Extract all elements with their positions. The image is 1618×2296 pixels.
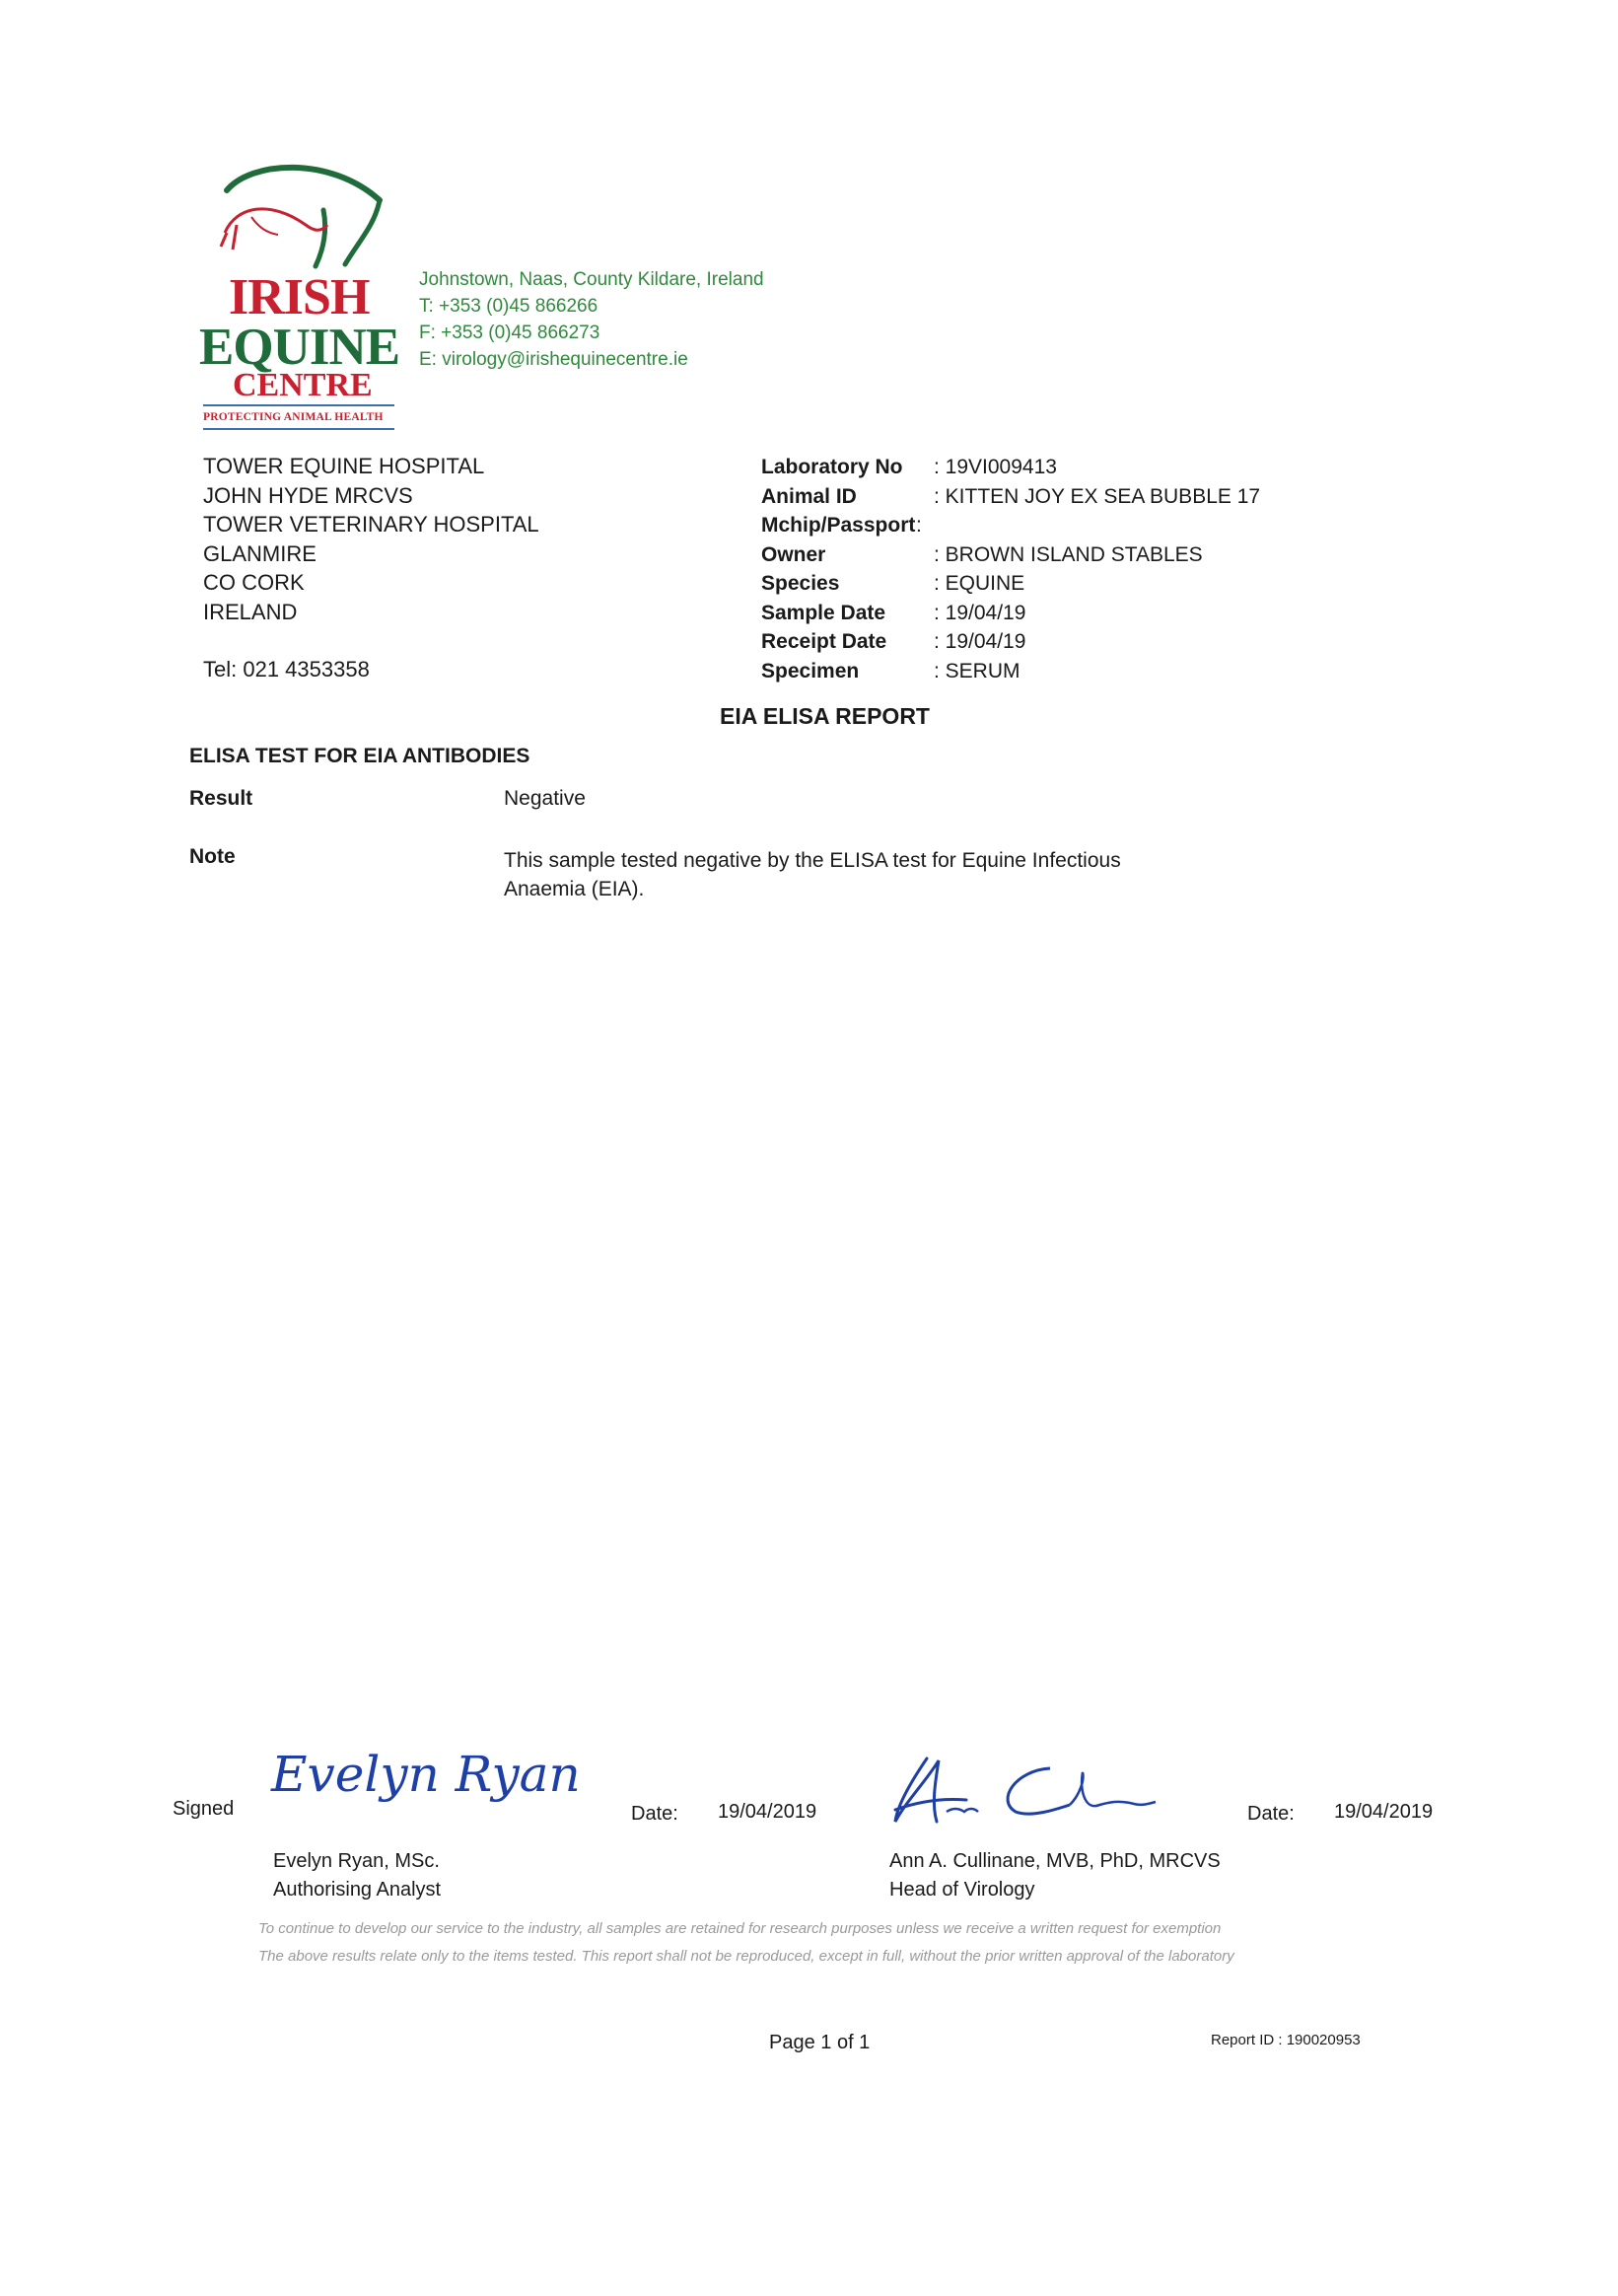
logo-word-equine: EQUINE <box>199 319 400 376</box>
contact-fax: F: +353 (0)45 866273 <box>419 323 600 343</box>
signatory-right-role: Head of Virology <box>889 1879 1035 1901</box>
date-value-right: 19/04/2019 <box>1334 1801 1434 1823</box>
note-line: Anaemia (EIA). <box>504 878 645 900</box>
detail-label: Sample Date <box>761 601 886 624</box>
signatory-right-name: Ann A. Cullinane, MVB, PhD, MRCVS <box>889 1850 1221 1872</box>
detail-label: Laboratory No <box>761 456 903 478</box>
logo-rule-bottom <box>203 428 394 430</box>
recipient-line: IRELAND <box>203 599 298 624</box>
logo-tagline: PROTECTING ANIMAL HEALTH <box>203 411 384 423</box>
contact-block <box>419 266 764 373</box>
recipient-address <box>203 452 539 684</box>
logo-rule <box>203 404 394 406</box>
detail-label: Specimen <box>761 659 860 682</box>
note-text <box>504 846 1121 903</box>
recipient-line: TOWER VETERINARY HOSPITAL <box>203 512 539 537</box>
contact-email: E: virology@irishequinecentre.ie <box>419 349 688 370</box>
report-title: EIA ELISA REPORT <box>720 703 930 729</box>
result-value: Negative <box>504 787 586 810</box>
detail-label: Species <box>761 572 840 595</box>
contact-tel: T: +353 (0)45 866266 <box>419 296 598 317</box>
detail-label: Mchip/Passport <box>761 514 916 537</box>
note-label: Note <box>189 845 236 868</box>
note-line: This sample tested negative by the ELISA test for Equine Infectious <box>504 849 1121 872</box>
signatory-left-role: Authorising Analyst <box>273 1879 442 1901</box>
detail-value: : 19/04/19 <box>934 601 1026 624</box>
logo-word-irish: IRISH <box>229 269 370 325</box>
detail-value: : EQUINE <box>934 572 1025 595</box>
signature-ann-cullinane <box>887 1751 1163 1834</box>
logo <box>197 156 399 437</box>
page-number: Page 1 of 1 <box>769 2032 871 2053</box>
signatory-right <box>889 1847 1221 1904</box>
date-value-left: 19/04/2019 <box>718 1801 817 1823</box>
detail-value: : 19/04/19 <box>934 630 1026 653</box>
signed-label: Signed <box>173 1798 235 1820</box>
footer-disclaimer-2: The above results relate only to the items tested. This report shall not be reproduced, except in full, without the prior written approval of the laboratory <box>258 1948 1234 1965</box>
detail-value: : KITTEN JOY EX SEA BUBBLE 17 <box>934 484 1261 508</box>
detail-value: : BROWN ISLAND STABLES <box>934 542 1203 566</box>
signatory-left <box>273 1847 441 1904</box>
detail-value: : <box>916 514 922 537</box>
recipient-line: JOHN HYDE MRCVS <box>203 482 413 508</box>
result-label: Result <box>189 787 253 810</box>
recipient-line: GLANMIRE <box>203 540 317 566</box>
test-heading: ELISA TEST FOR EIA ANTIBODIES <box>189 745 530 767</box>
detail-value: : SERUM <box>934 659 1020 682</box>
detail-label: Owner <box>761 542 826 566</box>
date-label-right: Date: <box>1247 1803 1295 1825</box>
horse-logo-icon <box>197 156 399 274</box>
report-id: Report ID : 190020953 <box>1211 2032 1361 2048</box>
recipient-tel: Tel: 021 4353358 <box>203 657 370 682</box>
detail-value: : 19VI009413 <box>934 456 1057 478</box>
detail-label: Animal ID <box>761 484 857 508</box>
detail-label: Receipt Date <box>761 630 887 653</box>
recipient-line: TOWER EQUINE HOSPITAL <box>203 454 485 478</box>
signature-evelyn-ryan: Evelyn Ryan <box>271 1746 581 1803</box>
contact-address: Johnstown, Naas, County Kildare, Ireland <box>419 269 764 290</box>
logo-word-centre: CENTRE <box>233 367 373 403</box>
recipient-line: CO CORK <box>203 570 305 595</box>
date-label-left: Date: <box>631 1803 678 1825</box>
signatory-left-name: Evelyn Ryan, MSc. <box>273 1850 440 1872</box>
footer-disclaimer-1: To continue to develop our service to the industry, all samples are retained for research purposes unless we receive a written request for exemption <box>258 1920 1222 1937</box>
